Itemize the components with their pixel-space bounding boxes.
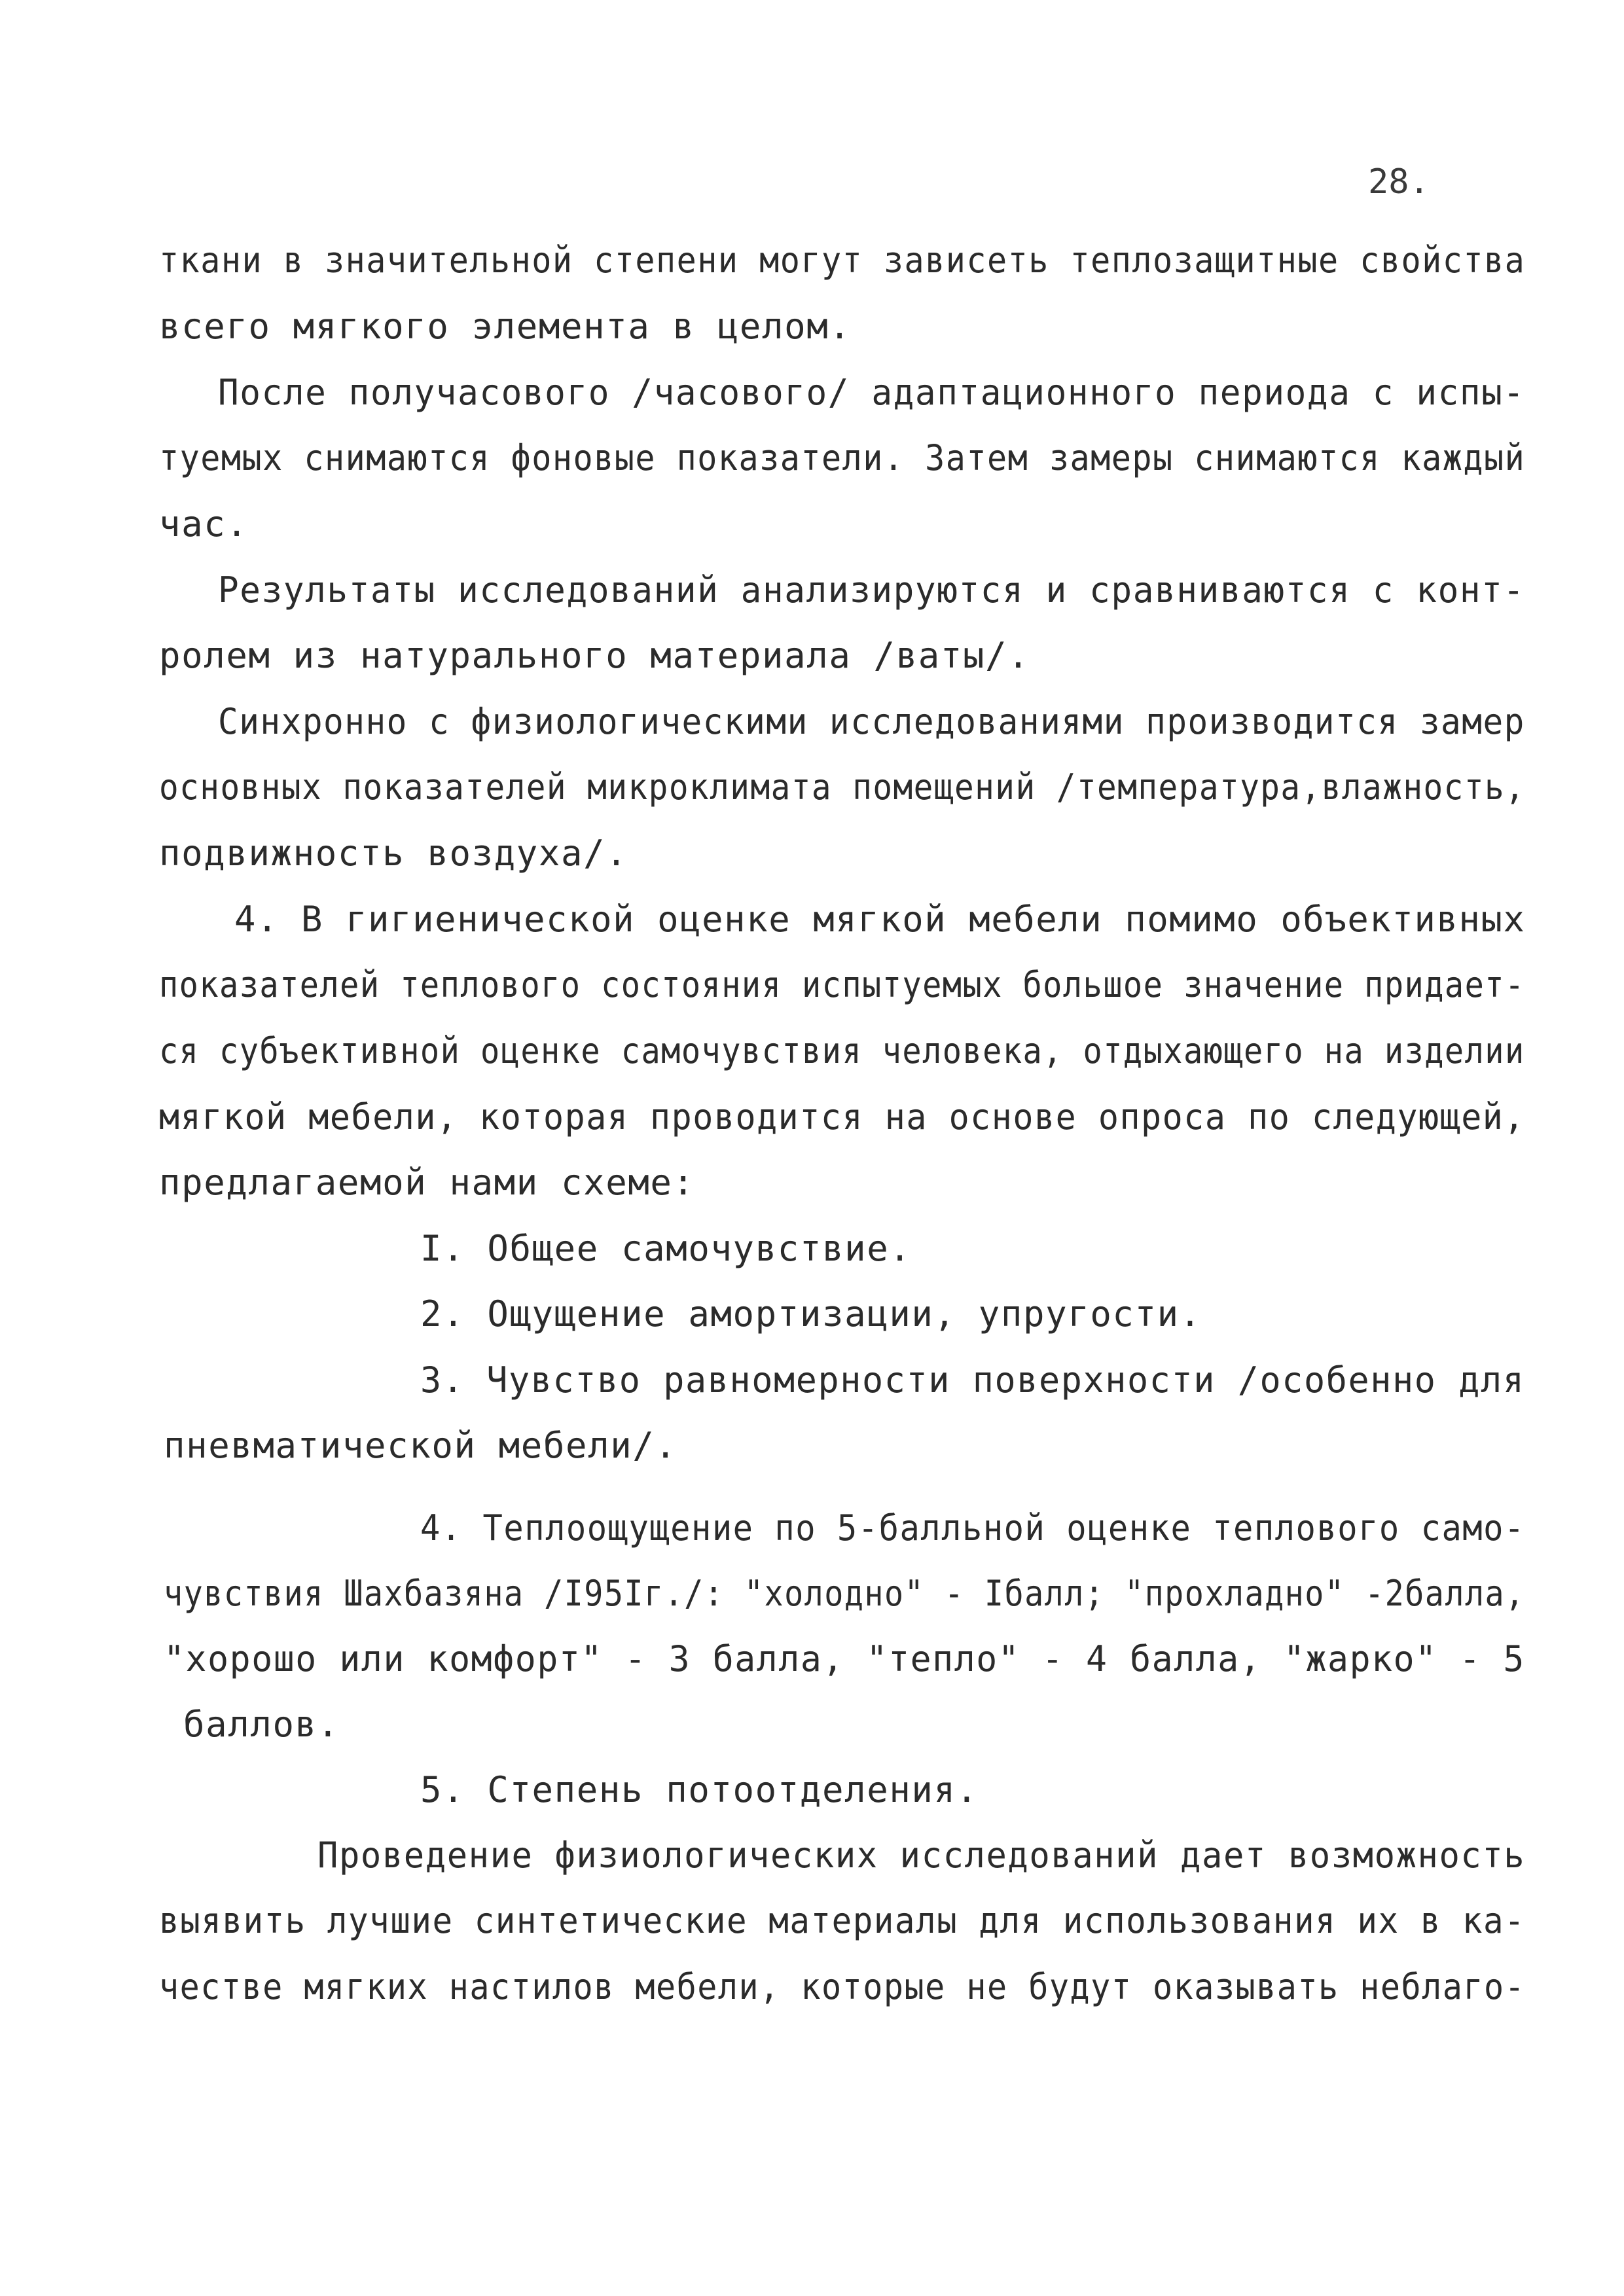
text-line: Результаты исследований анализируются и сравниваются с конт-: [218, 569, 1525, 611]
text-line: 4. В гигиенической оценке мягкой мебели помимо объективных: [234, 899, 1526, 940]
text-line: 5. Степень потоотделения.: [420, 1769, 979, 1810]
text-line: предлагаемой нами схеме:: [159, 1162, 695, 1203]
text-line: 4. Теплоощущение по 5-балльной оценке теплового само-: [420, 1507, 1525, 1549]
text-line: основных показателей микроклимата помещений /температура,влажность,: [159, 766, 1526, 808]
text-line: Проведение физиологических исследований дает возможность: [317, 1835, 1526, 1876]
text-line: честве мягких настилов мебели, которые не будут оказывать неблаго-: [159, 1966, 1526, 2007]
text-line: всего мягкого элемента в целом.: [159, 306, 852, 347]
text-line: После получасового /часового/ адаптационного периода с испы-: [218, 372, 1525, 413]
text-line: пневматической мебели/.: [164, 1425, 677, 1466]
page-number: 28.: [1368, 162, 1430, 202]
text-line: Синхронно с физиологическими исследованиями производится замер: [218, 701, 1525, 742]
text-line: ткани в значительной степени могут зависеть теплозащитные свойства: [159, 240, 1526, 281]
text-line: мягкой мебели, которая проводится на основе опроса по следующей,: [159, 1096, 1526, 1138]
text-line: 3. Чувство равномерности поверхности /особенно для: [420, 1359, 1525, 1401]
text-line: чувствия Шахбазяна /I95Iг./: "холодно" - Iбалл; "прохладно" -2балла,: [164, 1573, 1525, 1614]
text-line: 2. Ощущение амортизации, упругости.: [420, 1293, 1202, 1335]
text-line: подвижность воздуха/.: [159, 833, 628, 874]
text-line: час.: [159, 503, 249, 545]
text-line: I. Общее самочувствие.: [420, 1228, 912, 1269]
text-line: показателей теплового состояния испытуемых большое значение придает-: [159, 964, 1525, 1005]
text-line: выявить лучшие синтетические материалы для использования их в ка-: [159, 1900, 1526, 1941]
text-line: туемых снимаются фоновые показатели. Затем замеры снимаются каждый: [159, 437, 1526, 478]
text-line: "хорошо или комфорт" - 3 балла, "тепло" - 4 балла, "жарко" - 5: [164, 1638, 1525, 1679]
text-line: ся субъективной оценке самочувствия человека, отдыхающего на изделии: [159, 1030, 1525, 1071]
text-line: ролем из натурального материала /ваты/.: [159, 635, 1030, 676]
text-line: баллов.: [183, 1704, 340, 1745]
